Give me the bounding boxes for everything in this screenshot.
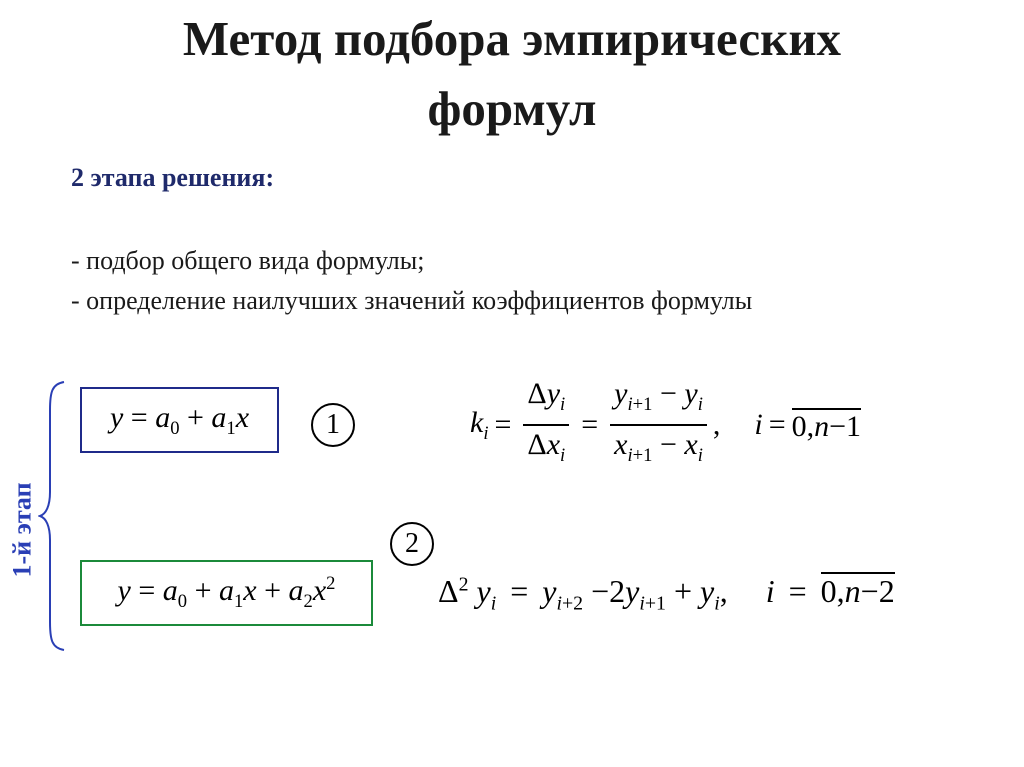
linear-formula: $y = a_0 + a_1x$ — [109, 400, 250, 439]
title-line-2: формул — [427, 81, 597, 136]
linear-formula-box — [80, 387, 279, 453]
delta-fraction: $\frac{\Delta y_i}{\Delta x_i}$ — [523, 375, 569, 475]
title-line-1: Метод подбора эмпирических — [182, 11, 842, 66]
slope-formula: $k_i$ = $\frac{\Delta y_i}{\Delta x_i}$ = $\frac{y_{i+1} - y_i}{x_{i+1} - x_i}$ , i = 0,n−1 — [470, 380, 861, 470]
difference-fraction: $\frac{y_{i+1} - y_i}{x_{i+1} - x_i}$ — [610, 375, 707, 475]
stage-label-text: 1-й этап — [8, 482, 38, 578]
range-0-to-n-minus-2: 0,n−2 — [820, 573, 895, 609]
curly-brace-icon — [38, 380, 68, 652]
second-difference-formula: $\Delta^2$ $y_i = y_{i+2} -2y_{i+1} + y_i$, i = 0,n−2 — [438, 573, 895, 615]
formula-number-2: 2 — [390, 522, 434, 566]
formula-number-1: 1 — [311, 403, 355, 447]
bullet-formula-type: - подбор общего вида формулы; — [71, 246, 425, 275]
bullet-best-coefficients: - определение наилучших значений коэффициентов формулы — [71, 286, 753, 315]
stages-heading: 2 этапа решения: — [71, 163, 275, 192]
quadratic-formula: $y = a_0 + a_1x + a_2x^2$ — [117, 573, 336, 612]
quadratic-formula-box — [80, 560, 373, 626]
page-title — [0, 4, 1024, 144]
range-0-to-n-minus-1: 0,n−1 — [791, 410, 862, 443]
stage-label — [8, 470, 38, 590]
